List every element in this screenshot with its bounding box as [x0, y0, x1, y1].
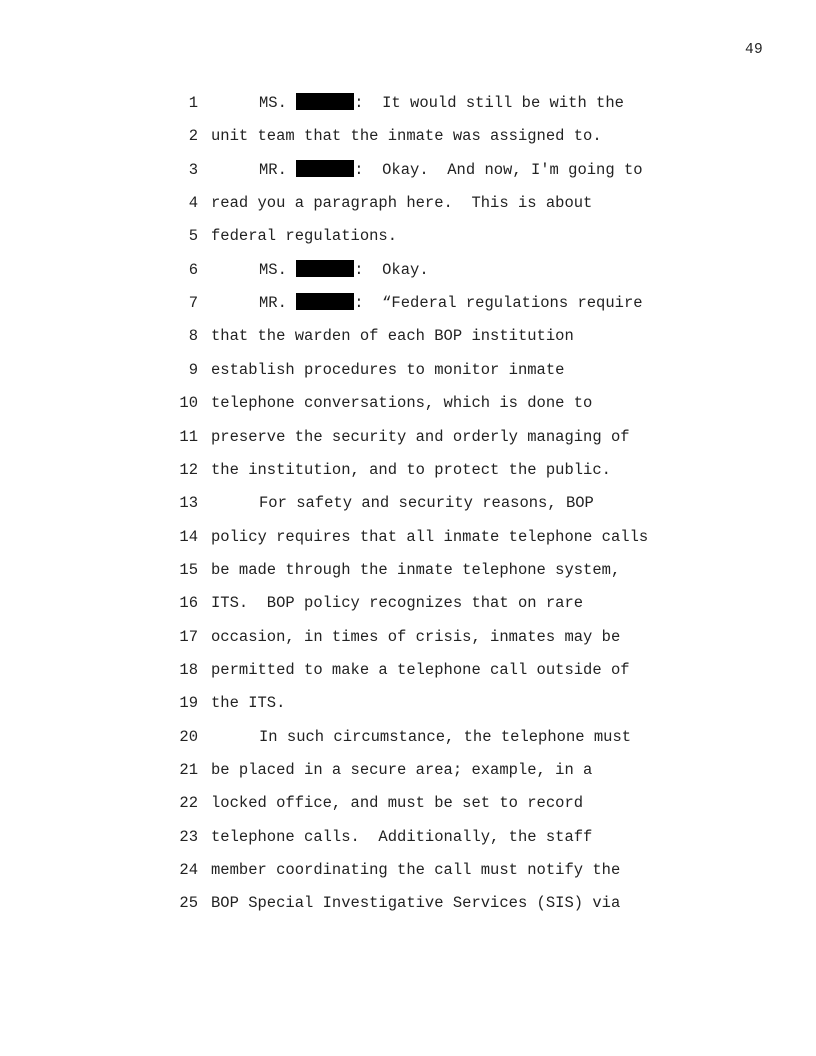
line-number: 25 [179, 894, 198, 913]
line-text [211, 687, 285, 720]
spoken-text: policy requires that all inmate telephone calls [211, 527, 649, 546]
line-number: 12 [179, 460, 198, 479]
line-number: 14 [179, 527, 198, 546]
line-text [211, 287, 643, 320]
transcript-line [0, 854, 816, 887]
line-text [211, 454, 611, 487]
line-text [211, 487, 594, 520]
transcript-line [0, 120, 816, 153]
line-text [211, 320, 574, 353]
spoken-text: : Okay. [354, 260, 429, 279]
spoken-text: occasion, in times of crisis, inmates may be [211, 627, 621, 646]
transcript-line [0, 721, 816, 754]
line-text [211, 721, 631, 754]
transcript-line [0, 487, 816, 520]
line-number: 8 [188, 327, 198, 346]
line-number: 4 [188, 194, 198, 213]
spoken-text: read you a paragraph here. This is about [211, 194, 593, 213]
spoken-text: establish procedures to monitor inmate [211, 360, 565, 379]
spoken-text: For safety and security reasons, BOP [259, 494, 594, 513]
transcript-line [0, 387, 816, 420]
line-number: 9 [188, 360, 198, 379]
speaker-label: MR. [259, 294, 287, 313]
spoken-text: permitted to make a telephone call outside of [211, 660, 630, 679]
line-number: 15 [179, 560, 198, 579]
redaction-bar [296, 260, 354, 277]
transcript-line [0, 287, 816, 320]
line-number: 5 [188, 227, 198, 246]
line-text [211, 754, 592, 787]
spoken-text: federal regulations. [211, 227, 398, 246]
transcript-line [0, 421, 816, 454]
line-number: 2 [188, 127, 198, 146]
line-text [211, 421, 630, 454]
line-number: 22 [179, 794, 198, 813]
spoken-text: telephone calls. Additionally, the staff [211, 827, 593, 846]
redaction-bar [296, 160, 354, 177]
transcript-line [0, 354, 816, 387]
speaker-label: MS. [259, 94, 287, 112]
line-text [211, 854, 620, 887]
spoken-text: that the warden of each BOP institution [211, 327, 574, 346]
spoken-text: telephone conversations, which is done to [211, 394, 593, 413]
transcript-line [0, 220, 816, 253]
spoken-text: : “Federal regulations require [354, 294, 643, 313]
transcript-line [0, 587, 816, 620]
transcript-line [0, 621, 816, 654]
line-number: 20 [179, 727, 198, 746]
redaction-bar [296, 293, 354, 310]
transcript-line [0, 521, 816, 554]
transcript-line [0, 754, 816, 787]
line-number: 3 [188, 160, 198, 179]
line-number: 18 [179, 660, 198, 679]
page-number: 49 [744, 42, 763, 58]
spoken-text: locked office, and must be set to record [211, 794, 584, 813]
line-text [211, 587, 583, 620]
line-text [211, 120, 602, 153]
transcript-line [0, 454, 816, 487]
transcript-line [0, 821, 816, 854]
transcript-line [0, 787, 816, 820]
transcript-line [0, 654, 816, 687]
line-text [211, 220, 397, 253]
line-text [211, 554, 620, 587]
spoken-text: be placed in a secure area; example, in a [211, 761, 593, 779]
line-text [211, 87, 624, 120]
line-text [211, 787, 583, 820]
spoken-text: unit team that the inmate was assigned to. [211, 127, 602, 146]
transcript-line [0, 554, 816, 587]
transcript-line [0, 887, 816, 920]
line-number: 13 [179, 494, 198, 513]
spoken-text: : Okay. And now, I'm going to [354, 160, 643, 179]
redaction-bar [296, 93, 354, 110]
line-number: 16 [179, 594, 198, 613]
line-text [211, 187, 592, 220]
line-number: 17 [179, 627, 198, 646]
line-number: 21 [179, 761, 198, 779]
transcript-line [0, 320, 816, 353]
line-text [211, 354, 564, 387]
line-text [211, 254, 429, 287]
line-number: 1 [188, 94, 198, 112]
line-number: 19 [179, 694, 198, 713]
line-text [211, 887, 620, 920]
transcript-line [0, 254, 816, 287]
line-number: 6 [188, 260, 198, 279]
spoken-text: the institution, and to protect the public. [211, 460, 611, 479]
spoken-text: the ITS. [211, 694, 286, 713]
spoken-text: ITS. BOP policy recognizes that on rare [211, 594, 584, 613]
line-text [211, 154, 643, 187]
spoken-text: member coordinating the call must notify the [211, 861, 621, 880]
transcript-line [0, 687, 816, 720]
transcript-line [0, 87, 816, 120]
transcript-line [0, 187, 816, 220]
line-text [211, 621, 620, 654]
line-number: 24 [179, 861, 198, 880]
line-number: 11 [179, 427, 198, 446]
line-number: 10 [179, 394, 198, 413]
spoken-text: BOP Special Investigative Services (SIS) via [211, 894, 621, 913]
speaker-label: MR. [259, 160, 287, 179]
line-text [211, 654, 630, 687]
line-text [211, 821, 592, 854]
spoken-text: preserve the security and orderly managing of [211, 427, 630, 446]
line-text [211, 521, 648, 554]
spoken-text: be made through the inmate telephone system, [211, 560, 621, 579]
line-number: 23 [179, 827, 198, 846]
speaker-label: MS. [259, 260, 287, 279]
transcript-line [0, 154, 816, 187]
spoken-text: In such circumstance, the telephone must [259, 727, 632, 746]
spoken-text: : It would still be with the [354, 94, 624, 112]
line-text [211, 387, 592, 420]
line-number: 7 [188, 294, 198, 313]
